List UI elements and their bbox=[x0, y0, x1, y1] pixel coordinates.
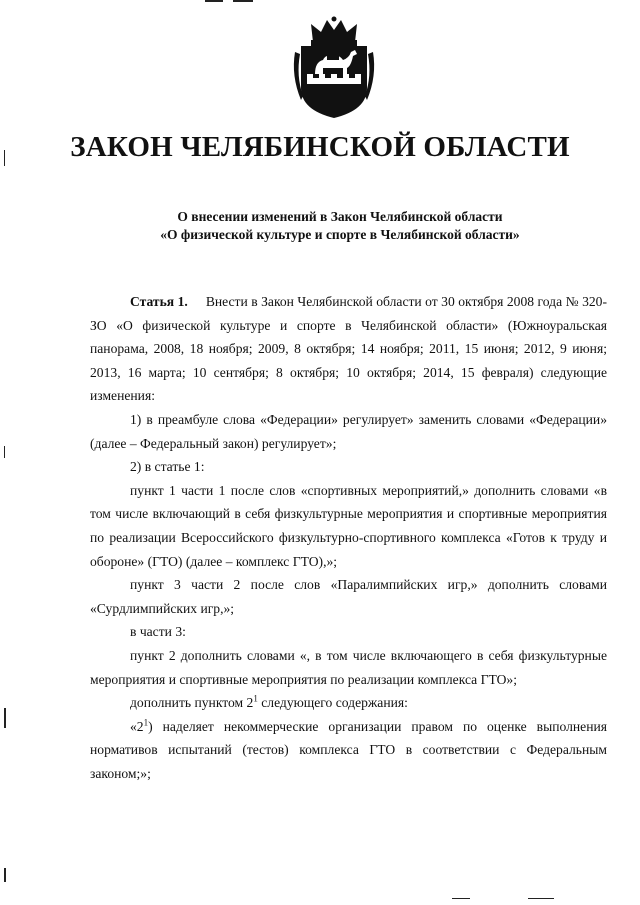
paragraph: в части 3: bbox=[130, 624, 186, 640]
law-subtitle bbox=[0, 208, 640, 244]
scan-mark bbox=[528, 898, 554, 899]
paragraph: пункт 1 части 1 после слов «спортивных мероприятий,» дополнить словами «в том числе включающий в себя физкультурные мероприятия и спортивные мероприятия по реализации Всероссийского физкультурно-спортивного комплекса «Готов к труду и обороне» (ГТО) (далее – комплекс ГТО),»; bbox=[90, 482, 607, 569]
subtitle-line: «О физической культуре и спорте в Челябинской области» bbox=[160, 227, 520, 242]
paragraph-text: ) наделяет некоммерческие организации правом по оценке выполнения нормативов испытаний (тестов) комплекса ГТО в соответствии с Федеральным законом;»; bbox=[90, 718, 607, 781]
scan-mark bbox=[233, 0, 253, 2]
law-title: ЗАКОН ЧЕЛЯБИНСКОЙ ОБЛАСТИ bbox=[70, 131, 570, 163]
chelyabinsk-coat-of-arms-icon bbox=[291, 16, 377, 120]
scan-mark bbox=[4, 708, 6, 728]
article-intro-paragraph bbox=[90, 290, 607, 408]
paragraph: пункт 2 дополнить словами «, в том числе включающего в себя физкультурные мероприятия и спортивные мероприятия по реализации комплекса ГТО»; bbox=[90, 647, 607, 687]
paragraph-text: дополнить пунктом 2 bbox=[130, 695, 254, 711]
paragraph-text: «2 bbox=[130, 718, 144, 734]
article-label: Статья 1. bbox=[130, 294, 188, 309]
scan-mark bbox=[4, 868, 6, 882]
paragraph: 1) в преамбуле слова «Федерации» регулирует» заменить словами «Федерации» (далее – Федеральный закон) регулирует»; bbox=[90, 411, 607, 451]
scan-mark bbox=[205, 0, 223, 2]
superscript: 1 bbox=[143, 717, 149, 728]
superscript: 1 bbox=[253, 693, 258, 704]
law-body bbox=[90, 290, 607, 785]
subtitle-line: О внесении изменений в Закон Челябинской области bbox=[177, 209, 503, 224]
scan-mark bbox=[4, 446, 5, 458]
paragraph: 2) в статье 1: bbox=[130, 459, 205, 475]
paragraph-text: следующего содержания: bbox=[257, 695, 408, 711]
paragraph: пункт 3 части 2 после слов «Паралимпийских игр,» дополнить словами «Сурдлимпийских игр,»; bbox=[90, 577, 607, 616]
paragraph bbox=[90, 691, 607, 715]
article-intro-text: Внести в Закон Челябинской области от 30 октября 2008 года № 320-ЗО «О физической культуре и спорте в Челябинской области» (Южноуральская панорама, 2008, 18 ноября; 2009, 8 октября; 14 ноября; 2011, 15 июня; 2012, 9 июня; 2013, 16 марта; 10 сентября; 8 октября; 10 октября; 2014, 15 февраля) следующие изменения: bbox=[90, 294, 607, 404]
paragraph bbox=[90, 715, 607, 786]
scan-mark bbox=[452, 898, 470, 899]
